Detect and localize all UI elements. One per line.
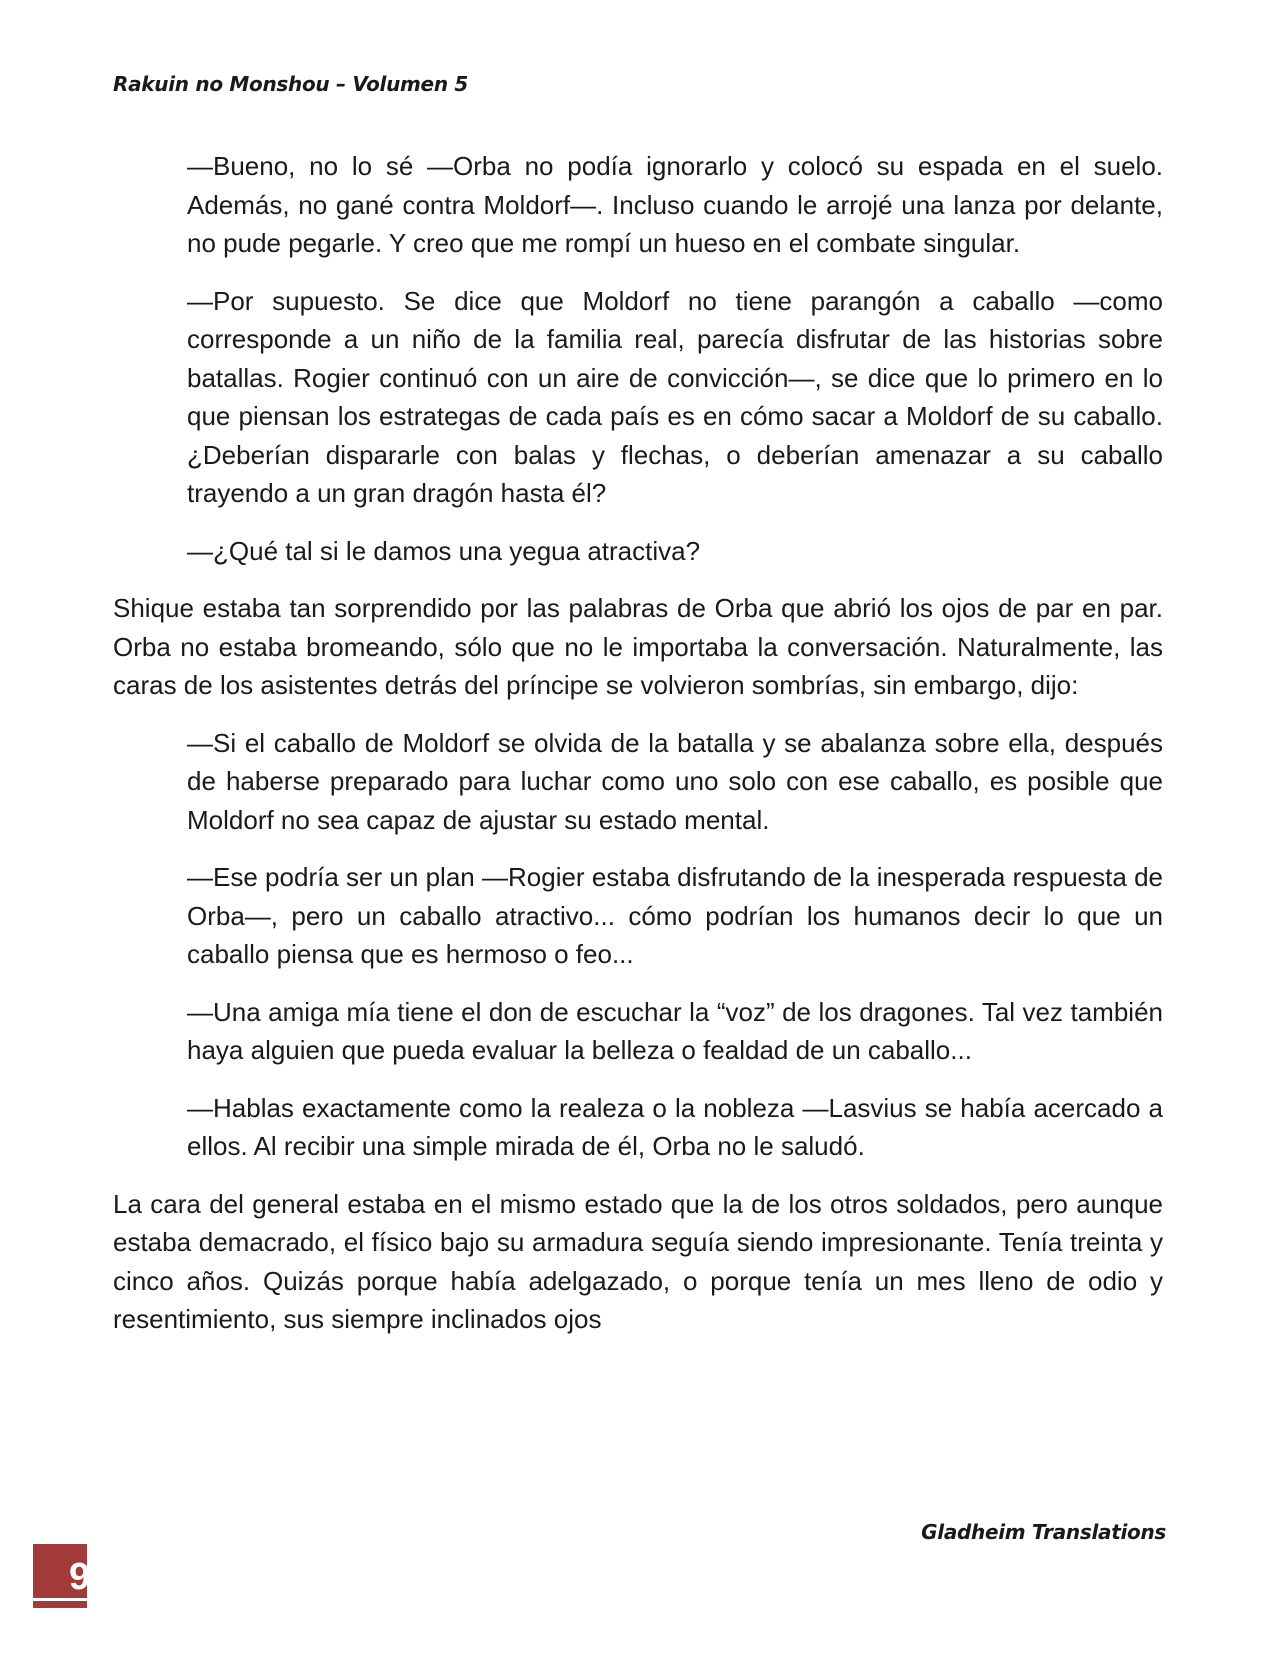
- footer-credit: Gladheim Translations: [921, 1520, 1166, 1544]
- paragraph-dialogue-3: —¿Qué tal si le damos una yegua atractiva?: [187, 535, 701, 566]
- paragraph-dialogue-2: —Por supuesto. Se dice que Moldorf no tiene parangón a caballo —como corresponde a un niño de la familia real, parecía disfrutar de las historias sobre batallas. Rogier continuó con un aire de convicción—, se dice que lo primero en lo que piensan los estrategas de cada país es en cómo sacar a Moldorf de su caballo. ¿Deberían dispararle con balas y flechas, o deberían amenazar a su caballo trayendo a un gran dragón hasta él?: [187, 285, 1163, 508]
- paragraph-narration-1: Shique estaba tan sorprendido por las palabras de Orba que abrió los ojos de par en par. Orba no estaba bromeando, sólo que no le importaba la conversación. Naturalmente, las caras de los asistentes detrás del príncipe se volvieron sombrías, sin embargo, dijo:: [113, 593, 1163, 700]
- running-header: Rakuin no Monshou – Volumen 5: [113, 72, 469, 96]
- paragraph-narration-2: La cara del general estaba en el mismo estado que la de los otros soldados, pero aunque estaba demacrado, el físico bajo su armadura seguía siendo impresionante. Tenía treinta y cinco años. Quizás porque había adelgazado, o porque tenía un mes lleno de odio y resentimiento, sus siempre inclinados ojos: [113, 1188, 1163, 1334]
- paragraph-dialogue-4: —Si el caballo de Moldorf se olvida de la batalla y se abalanza sobre ella, después de haberse preparado para luchar como uno solo con ese caballo, es posible que Moldorf no sea capaz de ajustar su estado mental.: [187, 727, 1163, 835]
- paragraph-dialogue-7: —Hablas exactamente como la realeza o la nobleza —Lasvius se había acercado a ellos. Al recibir una simple mirada de él, Orba no le saludó.: [187, 1092, 1163, 1161]
- page-number-underline: [33, 1598, 87, 1601]
- paragraph-dialogue-5: —Ese podría ser un plan —Rogier estaba disfrutando de la inesperada respuesta de Orba—, pero un caballo atractivo... cómo podrían los humanos decir lo que un caballo piensa que es hermoso o feo...: [187, 862, 1163, 969]
- page-number: 9: [69, 1556, 91, 1598]
- page-body: [113, 147, 1163, 1358]
- paragraph-dialogue-6: —Una amiga mía tiene el don de escuchar la “voz” de los dragones. Tal vez también haya alguien que pueda evaluar la belleza o fealdad de un caballo...: [187, 996, 1163, 1065]
- paragraph-dialogue-1: —Bueno, no lo sé —Orba no podía ignorarlo y colocó su espada en el suelo. Además, no gané contra Moldorf—. Incluso cuando le arrojé una lanza por delante, no pude pegarle. Y creo que me rompí un hueso en el combate singular.: [187, 151, 1163, 258]
